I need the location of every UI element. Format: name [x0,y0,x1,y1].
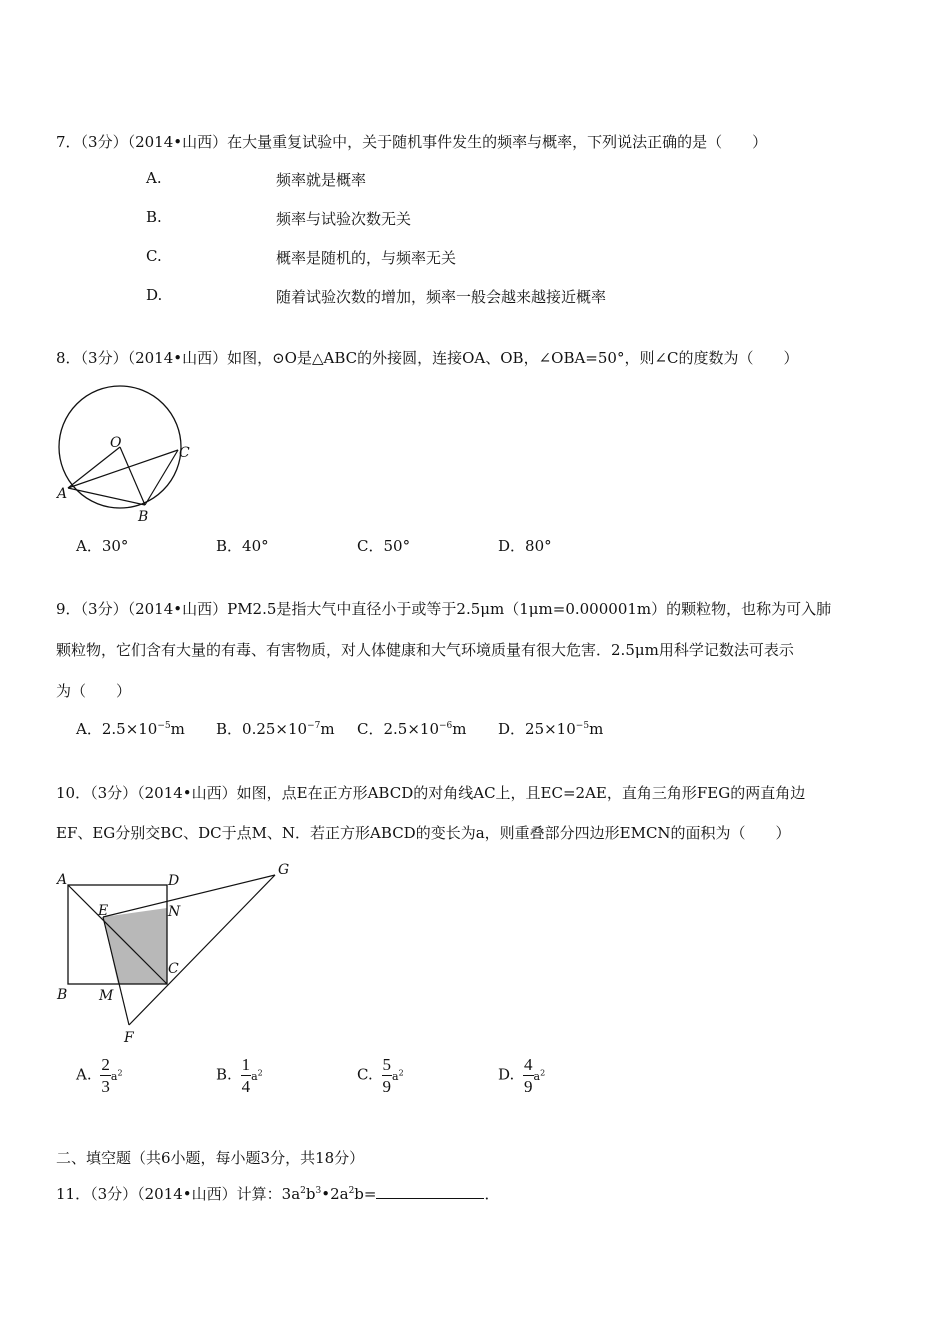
label-c: C [179,445,190,461]
label-m: M [99,988,114,1004]
q10-option-c: C. $\frac{5}{9}$ $a^2$ [357,1055,404,1096]
q7-option-c-letter: C. [146,247,162,265]
q8-option-c: C．50° [357,537,411,555]
section-heading: 二、填空题（共6小题，每小题3分，共18分） [56,1149,365,1167]
q10-line-1: 10．（3分）（2014•山西）如图，点E在正方形ABCD的对角线AC上，且EC=2AE，直角三角形FEG的两直角边 [56,784,806,802]
q10-line-2: EF、EG分别交BC、DC于点M、N．若正方形ABCD的变长为a，则重叠部分四边形EMCN的面积为（ ） [56,824,791,842]
q8-option-d: D．80° [498,537,552,555]
q9-line-3: 为（ ） [56,682,132,700]
segment-ob [120,447,145,505]
q9-line-1: 9．（3分）（2014•山西）PM2.5是指大气中直径小于或等于2.5μm（1μm=0.000001m）的颗粒物，也称为可入肺 [56,600,832,618]
q7-option-c-text: 概率是随机的，与频率无关 [276,249,457,267]
label-c: C [168,961,179,977]
q9-option-b: B．$0.25\times 10^{-7}m$ [216,720,335,738]
overlap-quadrilateral-emcn [103,908,167,984]
q7-option-b-letter: B. [146,208,162,226]
q9-line-2: 颗粒物，它们含有大量的有毒、有害物质，对人体健康和大气环境质量有很大危害．2.5μm用科学记数法可表示 [56,641,794,659]
answer-blank[interactable] [376,1186,484,1199]
q8-circle-figure [50,385,200,525]
q7-stem: 7．（3分）（2014•山西）在大量重复试验中，关于随机事件发生的频率与概率，下列说法正确的是（ ） [56,133,768,151]
q7-option-a-letter: A. [146,169,162,187]
q10-option-a: A. $\frac{2}{3}$ $a^2$ [76,1055,123,1096]
q7-option-b-text: 频率与试验次数无关 [276,210,412,228]
q7-option-d-text: 随着试验次数的增加，频率一般会越来越接近概率 [276,288,607,306]
q8-option-a: A．30° [76,537,129,555]
q10-square-figure [50,860,300,1046]
q9-option-a: A．$2.5\times 10^{-5}m$ [76,720,185,738]
label-g: G [278,862,290,878]
segment-ab [68,488,145,505]
label-e: E [98,903,109,919]
q8-option-b: B．40° [216,537,269,555]
label-d: D [168,873,180,889]
segment-ac [68,450,178,488]
segment-eg [103,875,275,917]
q8-stem: 8．（3分）（2014•山西）如图，⊙O是△ABC的外接圆，连接OA、OB，∠OBA=50°，则∠C的度数为（ ） [56,349,799,367]
label-o: O [110,435,122,451]
q7-option-a-text: 频率就是概率 [276,171,367,189]
q10-option-b: B. $\frac{1}{4}$ $a^2$ [216,1055,263,1096]
label-b: B [138,509,149,525]
label-a: A [57,872,68,888]
label-a: A [57,486,68,502]
q11-stem: 11．（3分）（2014•山西）计算：$3a^2b^3•2a^2b=$ ． [56,1185,500,1203]
segment-oa [68,447,120,488]
q9-option-d: D．$25\times 10^{-5}m$ [498,720,604,738]
q7-option-d-letter: D. [146,286,163,304]
q9-option-c: C．$2.5\times 10^{-6}m$ [357,720,467,738]
label-b: B [57,987,68,1003]
label-f: F [124,1030,134,1046]
q10-option-d: D. $\frac{4}{9}$ $a^2$ [498,1055,546,1096]
label-n: N [168,904,181,920]
